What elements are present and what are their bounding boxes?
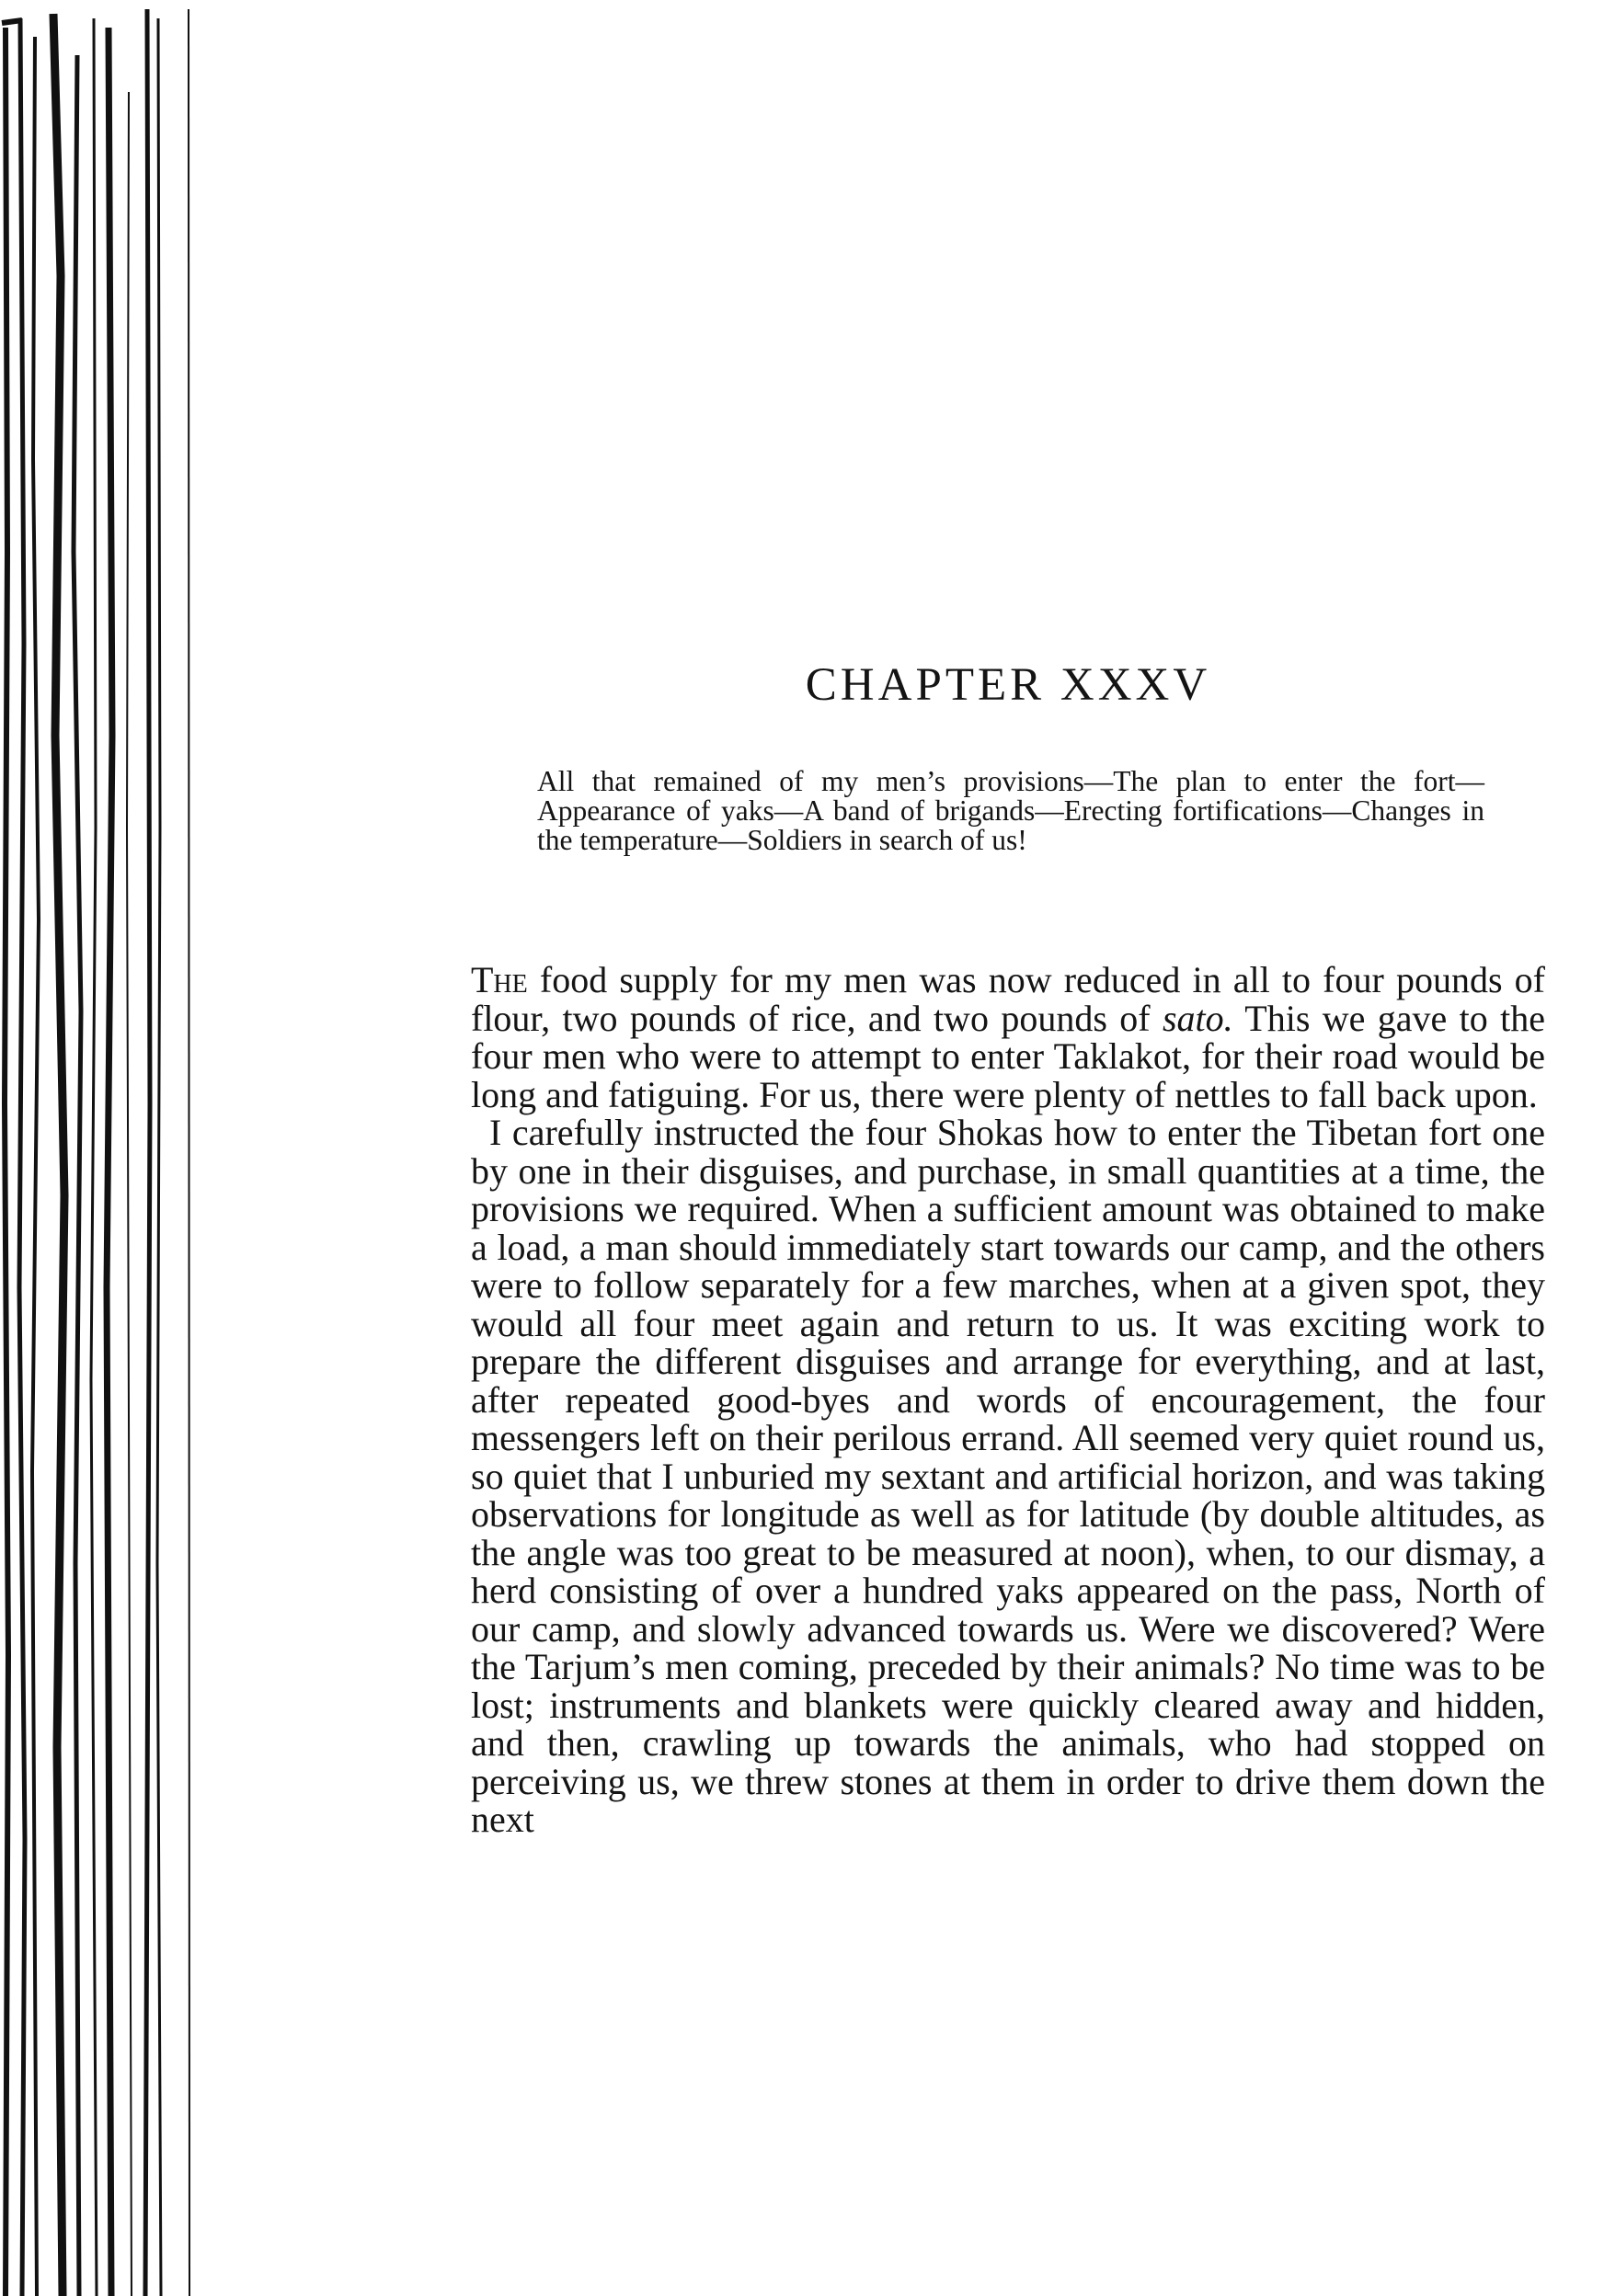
paragraph-1-text-a: food supply for my men was now reduced in all to four pounds of flour, two pounds of rice, and two pounds of xyxy=(471,959,1545,1039)
paragraph-2: I carefully instructed the four Shokas how to enter the Tibetan fort one by one in their disguises, and purchase, in small quantities at a time, the provisions we required. When a sufficient amount was obtained to make a load, a man should immediately start towards our camp, and the others were to follow separately for a few marches, when at a given spot, they would all four meet again and return to us. It was exciting work to prepare the different disguises and arrange for everything, and at last, after repeated good-byes and words of encouragement, the four messengers left on their perilous errand. All seemed very quiet round us, so quiet that I unburied my sextant and artificial horizon, and was taking observations for longitude as well as for latitude (by double altitudes, as the angle was too great to be measured at noon), when, to our dismay, a herd consisting of over a hundred yaks appeared on the pass, North of our camp, and slowly advanced towards us. Were we discovered? Were the Tarjum’s men coming, preceded by their animals? No time was to be lost; instruments and blankets were quickly cleared away and hidden, and then, crawling up towards the animals, who had stopped on perceiving us, we threw stones at them in order to drive them down the next xyxy=(471,1112,1545,1840)
paragraph-1-text-b: This we gave to the four men who were to attempt to enter Taklakot, for their road would be long and fatiguing. For us, there were plenty of nettles to fall back upon. xyxy=(471,997,1545,1115)
page-binding-edge xyxy=(0,0,212,2296)
paragraph-1 xyxy=(471,961,1545,1114)
chapter-synopsis: All that remained of my men’s provisions—The plan to enter the fort—Appearance of yaks—A band of brigands—Erecting fortifications—Changes in the temperature—Soldiers in search of us! xyxy=(537,765,1484,856)
body-text xyxy=(471,961,1545,1839)
chapter-title: CHAPTER XXXV xyxy=(805,659,1211,711)
italic-term: sato. xyxy=(1162,997,1233,1039)
paragraph-lead-word: The xyxy=(471,959,528,1000)
book-page xyxy=(471,0,1545,2296)
